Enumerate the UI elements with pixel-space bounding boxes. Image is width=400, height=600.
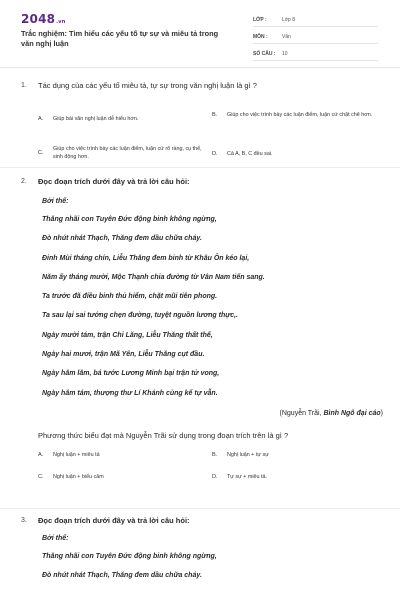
option-text: Cả A, B, C đều sai. bbox=[227, 151, 273, 157]
sub-question bbox=[21, 430, 383, 441]
meta-value: 10 bbox=[282, 51, 288, 57]
poem-line: Ngày mười tám, trận Chi Lăng, Liễu Thăng thất thế, bbox=[42, 331, 213, 339]
meta-label: SỐ CÂU : bbox=[253, 51, 276, 57]
option-text: Nghị luận + tự sự bbox=[227, 451, 269, 458]
poem-line: Ngày hai mươi, trận Mã Yên, Liễu Thăng cụt đầu. bbox=[42, 351, 205, 359]
option-b[interactable] bbox=[212, 451, 384, 459]
option-letter: D. bbox=[212, 473, 218, 480]
sub-question-text: Phương thức biểu đạt mà Nguyễn Trãi sử dụng trong đoạn trích trên là gì ? bbox=[38, 430, 289, 440]
option-letter: C. bbox=[38, 150, 44, 156]
meta-value: Văn bbox=[282, 34, 291, 40]
question-2 bbox=[21, 176, 383, 487]
option-text: Nghị luận + biểu cảm bbox=[53, 473, 104, 480]
poem-line: Bởi thế: bbox=[42, 198, 69, 205]
poem-line: Đò nhút nhát Thạch, Thăng đem dầu chữa cháy. bbox=[42, 572, 202, 580]
options-list bbox=[38, 91, 383, 160]
poem-line: Ta trước đã điều binh thủ hiểm, chặt mũi tiên phong. bbox=[42, 293, 218, 301]
poem-excerpt bbox=[42, 534, 383, 591]
question-header bbox=[21, 80, 383, 91]
brand-suffix: .vn bbox=[56, 19, 66, 25]
option-text: Nghị luận + miêu tả bbox=[53, 451, 100, 458]
question-text: Đọc đoạn trích dưới đây và trả lời câu hỏi: bbox=[38, 516, 190, 525]
divider bbox=[0, 508, 400, 509]
poem-citation bbox=[21, 409, 383, 419]
option-b[interactable] bbox=[212, 111, 384, 119]
question-header bbox=[21, 515, 383, 526]
citation-suffix: ) bbox=[380, 409, 383, 417]
meta-label: MÔN : bbox=[253, 34, 268, 40]
option-d[interactable] bbox=[212, 150, 384, 158]
brand-name: 2048 bbox=[21, 12, 56, 26]
options-list bbox=[38, 441, 383, 487]
option-text: Giúp bài văn nghị luận dễ hiểu hơn. bbox=[53, 116, 139, 122]
meta-label: LỚP : bbox=[253, 17, 267, 23]
poem-line: Đinh Mùi tháng chín, Liễu Thăng đem binh từ Khâu Ôn kéo lại, bbox=[42, 254, 250, 262]
poem-line: Ngày hăm tám, thượng thư Lí Khánh cùng kế tự vẫn. bbox=[42, 389, 218, 397]
option-a[interactable] bbox=[38, 451, 208, 459]
option-d[interactable] bbox=[212, 473, 384, 481]
poem-line: Đò nhút nhát Thạch, Thăng đem dầu chữa cháy. bbox=[42, 235, 202, 243]
question-number: 2. bbox=[21, 178, 27, 185]
poem-excerpt bbox=[42, 197, 383, 408]
brand-logo[interactable] bbox=[21, 12, 66, 26]
quiz-title: Trắc nghiệm: Tìm hiểu các yếu tố tự sự và miêu tả trong văn nghị luận bbox=[21, 29, 219, 48]
option-text: Giúp cho việc trình bày các luận điểm, luận cứ chặt chẽ hơn. bbox=[227, 112, 373, 118]
page-header bbox=[0, 0, 400, 68]
poem-line: Thăng nhãi con Tuyên Đức động binh không ngừng, bbox=[42, 216, 217, 223]
citation-prefix: (Nguyễn Trãi, bbox=[279, 409, 324, 417]
meta-row-subject bbox=[253, 31, 378, 44]
option-text: Giúp cho việc trình bày các luận điểm, luận cứ rõ ràng, cụ thể, sinh động hơn. bbox=[53, 146, 202, 160]
option-text: Tự sự + miêu tả. bbox=[227, 473, 268, 480]
question-3 bbox=[21, 515, 383, 591]
option-letter: B. bbox=[212, 112, 218, 118]
poem-line: Ta sau lại sai tướng chẹn đường, tuyệt nguồn lương thực,. bbox=[42, 312, 239, 320]
question-header bbox=[21, 176, 383, 187]
meta-row-class bbox=[253, 14, 378, 27]
poem-line: Ngày hăm lăm, bá tước Lương Minh bại trận tử vong, bbox=[42, 370, 220, 378]
citation-work: Bình Ngô đại cáo bbox=[323, 409, 381, 417]
question-number: 1. bbox=[21, 82, 27, 89]
option-c[interactable] bbox=[38, 145, 208, 161]
quiz-meta bbox=[253, 14, 378, 65]
question-text: Tác dụng của các yếu tố miêu tả, tự sự trong văn nghị luận là gì ? bbox=[38, 81, 257, 90]
question-number: 3. bbox=[21, 517, 27, 524]
divider bbox=[0, 167, 400, 168]
question-1 bbox=[21, 80, 383, 160]
meta-row-count bbox=[253, 48, 378, 61]
option-c[interactable] bbox=[38, 473, 208, 481]
poem-line: Năm ấy tháng mười, Mộc Thạnh chia đường từ Vân Nam tiến sang. bbox=[42, 273, 265, 281]
question-text: Đọc đoạn trích dưới đây và trả lời câu hỏi: bbox=[38, 177, 190, 186]
meta-value: Lớp 8 bbox=[282, 17, 296, 23]
poem-line: Thăng nhãi con Tuyên Đức động binh không ngừng, bbox=[42, 553, 217, 560]
option-letter: D. bbox=[212, 151, 218, 157]
option-letter: A. bbox=[38, 451, 44, 458]
option-letter: A. bbox=[38, 116, 44, 122]
option-letter: B. bbox=[212, 451, 218, 458]
poem-line: Bởi thế: bbox=[42, 535, 69, 542]
option-letter: C. bbox=[38, 473, 44, 480]
option-a[interactable] bbox=[38, 115, 208, 123]
